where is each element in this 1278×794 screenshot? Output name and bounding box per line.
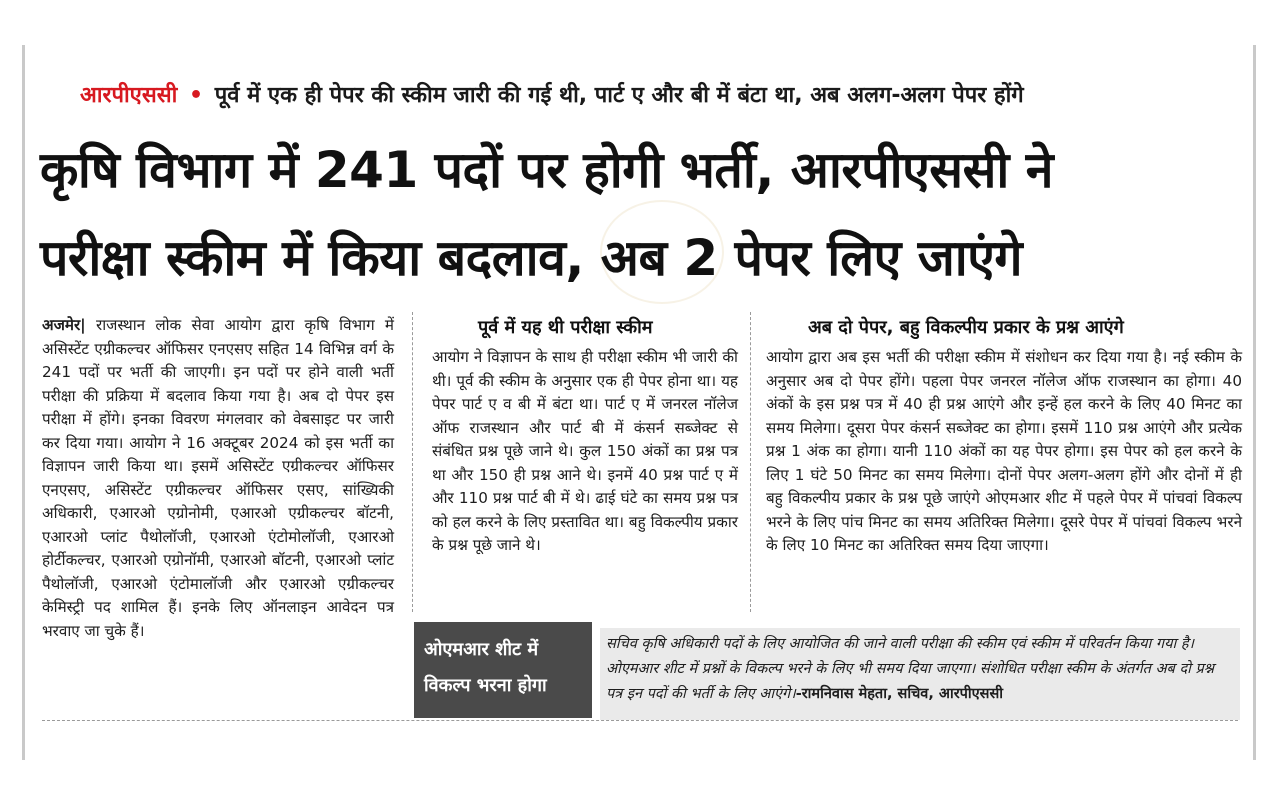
- headline-line-1: कृषि विभाग में 241 पदों पर होगी भर्ती, आरपीएससी ने: [40, 141, 1053, 199]
- kicker-line: [80, 76, 1210, 116]
- kicker-tag: आरपीएससी: [80, 83, 178, 108]
- article-column-1: [42, 314, 394, 643]
- column-divider-2: [750, 312, 751, 612]
- kicker-text: पूर्व में एक ही पेपर की स्कीम जारी की गई थी, पार्ट ए और बी में बंटा था, अब अलग-अलग पेपर होंगे: [214, 83, 1024, 108]
- quote-attribution: -रामनिवास मेहता, सचिव, आरपीएससी: [795, 686, 1004, 702]
- column-2-body: आयोग ने विज्ञापन के साथ ही परीक्षा स्कीम भी जारी की थी। पूर्व की स्कीम के अनुसार एक ही पेपर होना था। यह पेपर पार्ट ए व बी में बंटा था। पार्ट ए में जनरल नॉलेज ऑफ राजस्थान और पार्ट बी में कंसर्न सब्जेक्ट से संबंधित प्रश्न पूछे जाने थे। कुल 150 अंकों का प्रश्न पत्र था और 150 ही प्रश्न आने थे। इनमें 40 प्रश्न पार्ट ए में और 110 प्रश्न पार्ट बी में थे। ढाई घंटे का समय प्रश्न पत्र को हल करने के लिए प्रस्तावित था। बहु विकल्पीय प्रकार के प्रश्न पूछे जाने थे।: [432, 348, 738, 554]
- quote-text: सचिव कृषि अधिकारी पदों के लिए आयोजित की जाने वाली परीक्षा की स्कीम एवं स्कीम में परिवर्तन किया गया है। ओएमआर शीट में प्रश्नों के विकल्प भरने के लिए भी समय दिया जाएगा। संशोधित परीक्षा स्कीम के अंतर्गत अब दो प्रश्न पत्र इन पदों की भर्ती के लिए आएंगे।: [606, 636, 1215, 702]
- bottom-divider: [42, 720, 1238, 721]
- secretary-quote: [600, 628, 1240, 720]
- dateline: अजमेर|: [42, 316, 86, 334]
- kicker-separator: •: [188, 83, 204, 108]
- headline-line-2: परीक्षा स्कीम में किया बदलाव, अब 2 पेपर लिए जाएंगे: [40, 229, 1023, 287]
- column-divider-1: [412, 312, 413, 612]
- highlight-box-line-2: विकल्प भरना होगा: [424, 675, 547, 696]
- column-3-body: आयोग द्वारा अब इस भर्ती की परीक्षा स्कीम में संशोधन कर दिया गया है। नई स्कीम के अनुसार अब दो पेपर होंगे। पहला पेपर जनरल नॉलेज ऑफ राजस्थान का होगा। 40 अंकों के इस प्रश्न पत्र में 40 ही प्रश्न आएंगे और इन्हें हल करने के लिए 40 मिनट का समय मिलेगा। दूसरा पेपर कंसर्न सब्जेक्ट का होगा। इसमें 110 प्रश्न आएंगे और प्रत्येक प्रश्न 1 अंक का होगा। यानी 110 अंकों का यह पेपर होगा। इस पेपर को हल करने के लिए 1 घंटे 50 मिनट का समय मिलेगा। दोनों पेपर अलग-अलग होंगे और दोनों में ही बहु विकल्पीय प्रकार के प्रश्न पूछे जाएंगे ओएमआर शीट में पहले पेपर में पांचवां विकल्प भरने के लिए पांच मिनट का समय अतिरिक्त मिलेगा। दूसरे पेपर में पांचवां विकल्प भरने के लिए 10 मिनट का अतिरिक्त समय दिया जाएगा।: [766, 348, 1242, 554]
- right-page-border: [1253, 45, 1256, 760]
- column-3-subhead: अब दो पेपर, बहु विकल्पीय प्रकार के प्रश्न आएंगे: [808, 317, 1124, 338]
- highlight-box: [414, 622, 592, 718]
- left-page-border: [22, 45, 25, 760]
- highlight-box-title: [424, 632, 584, 704]
- column-2-subhead: पूर्व में यह थी परीक्षा स्कीम: [478, 317, 653, 338]
- column-1-body: राजस्थान लोक सेवा आयोग द्वारा कृषि विभाग में असिस्टेंट एग्रीकल्चर ऑफिसर एनएसए सहित 14 विभिन्न वर्ग के 241 पदों पर भर्ती की जाएगी। इन पदों पर होने वाली भर्ती परीक्षा की प्रक्रिया में बदलाव किया गया है। अब दो पेपर इस परीक्षा में होंगे। इनका विवरण मंगलवार को वेबसाइट पर जारी कर दिया गया। आयोग ने 16 अक्टूबर 2024 को इस भर्ती का विज्ञापन जारी किया था। इसमें असिस्टेंट एग्रीकल्चर ऑफिसर एनएसए, असिस्टेंट एग्रीकल्चर ऑफिसर एसए, सांख्यिकी अधिकारी, एआरओ एग्रोनोमी, एआरओ एग्रीकल्चर बॉटनी, एआरओ प्लांट पैथोलॉजी, एआरओ एंटोमोलॉजी, एआरओ होर्टीकल्चर, एआरओ एग्रोनॉमी, एआरओ बॉटनी, एआरओ प्लांट पैथोलॉजी, एआरओ एंटोमालॉजी और एआरओ एग्रीकल्चर केमिस्ट्री पद शामिल हैं। इनके लिए ऑनलाइन आवेदन पत्र भरवाए जा चुके हैं।: [42, 316, 395, 640]
- highlight-box-line-1: ओएमआर शीट में: [424, 639, 539, 660]
